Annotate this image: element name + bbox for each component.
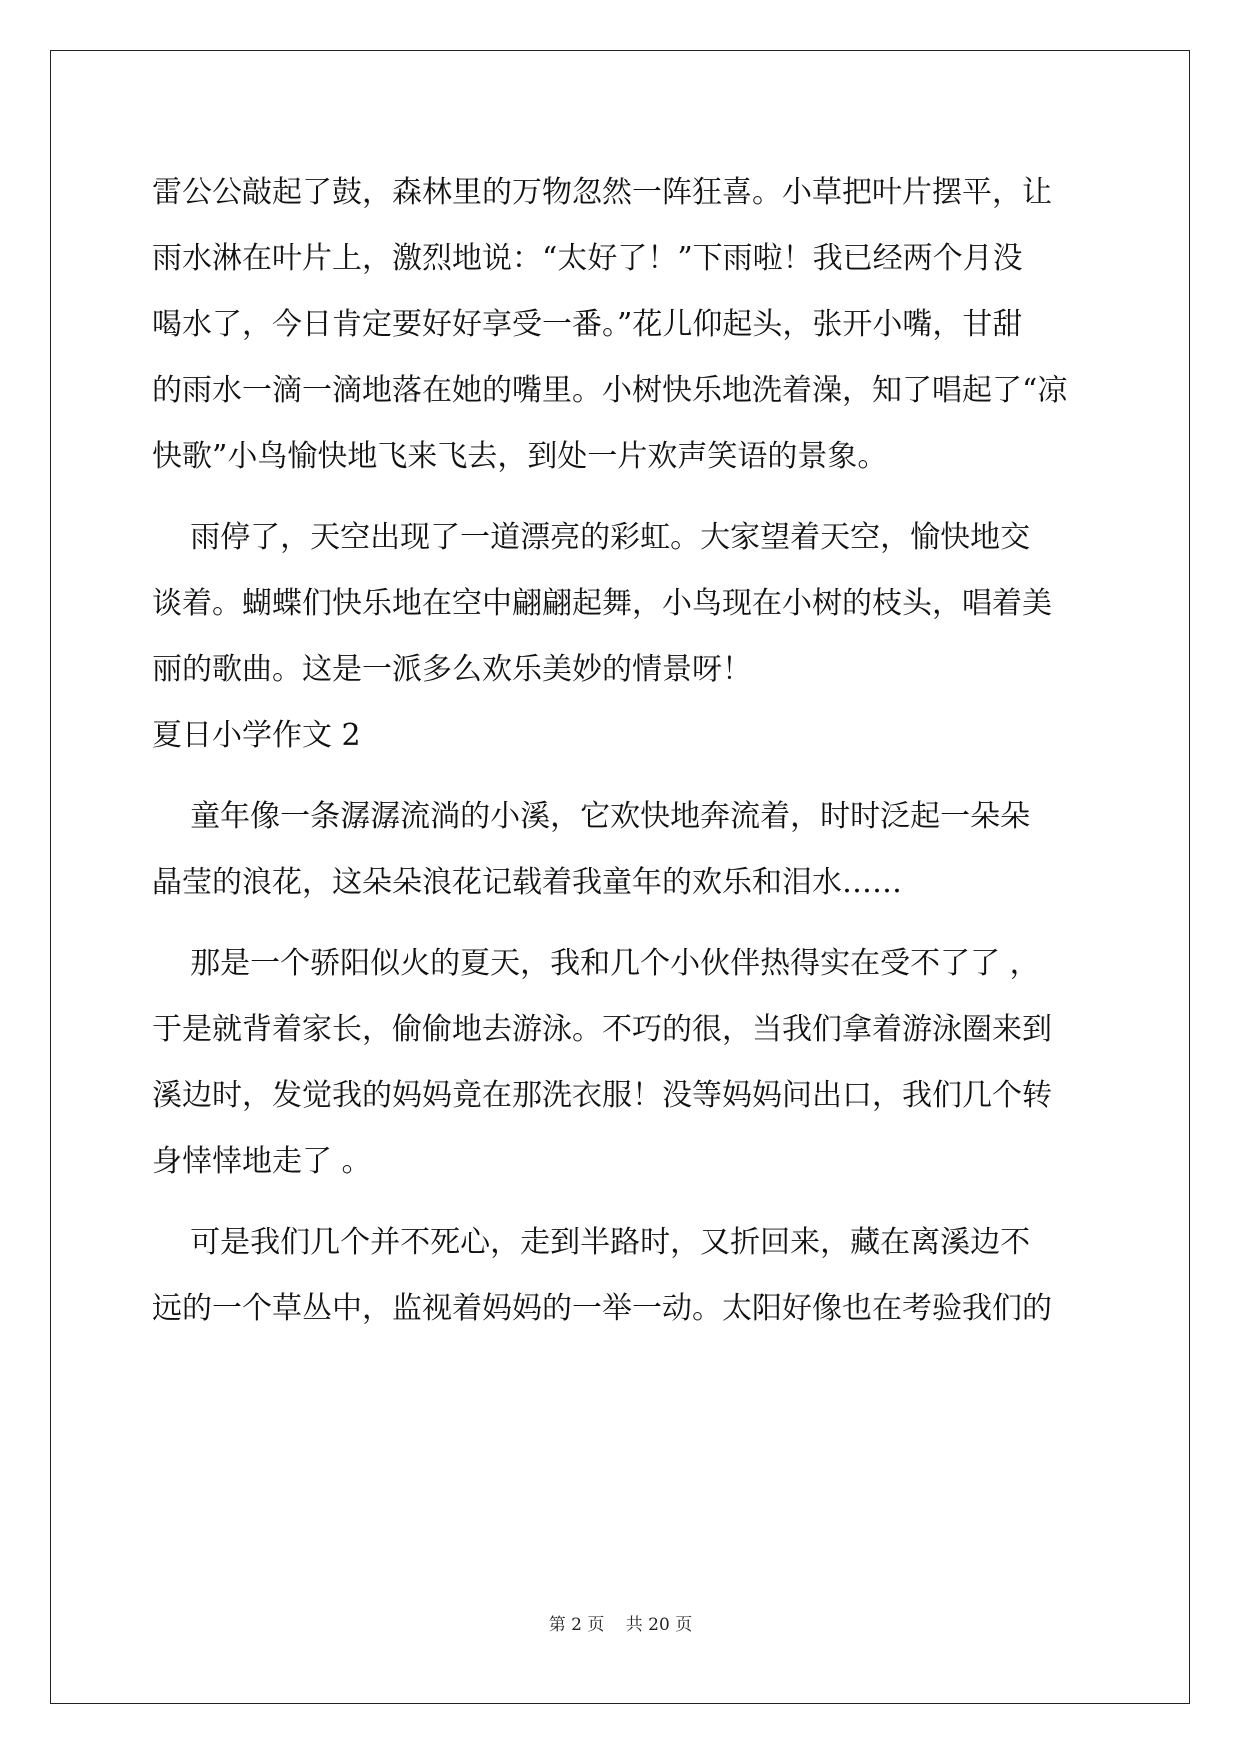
- text-line: 谈着。蝴蝶们快乐地在空中翩翩起舞，小鸟现在小树的枝头，唱着美: [152, 586, 1052, 621]
- paragraph-1: [152, 160, 1092, 490]
- text-line: 雨水淋在叶片上，激烈地说：“太好了！”下雨啦！我已经两个月没: [152, 241, 1023, 276]
- paragraph-3: [152, 784, 1092, 916]
- text-line: 那是一个骄阳似火的夏天，我和几个小伙伴热得实在受不了了 ，: [152, 946, 1040, 981]
- text-line: 雷公公敲起了鼓，森林里的万物忽然一阵狂喜。小草把叶片摆平，让: [152, 175, 1052, 210]
- heading-line: 夏日小学作文 2: [152, 718, 361, 753]
- text-line: 可是我们几个并不死心，走到半路时，又折回来，藏在离溪边不: [152, 1225, 1031, 1260]
- page-footer: [0, 1610, 1241, 1635]
- text-line: 雨停了，天空出现了一道漂亮的彩虹。大家望着天空，愉快地交: [152, 520, 1031, 555]
- page-number: 第 2 页: [548, 1615, 605, 1635]
- document-body: [152, 160, 1092, 1342]
- paragraph-4: [152, 931, 1092, 1195]
- text-line: 的雨水一滴一滴地落在她的嘴里。小树快乐地洗着澡，知了唱起了“凉: [152, 373, 1068, 408]
- paragraph-5: [152, 1210, 1092, 1342]
- text-line: 晶莹的浪花，这朵朵浪花记载着我童年的欢乐和泪水……: [152, 865, 902, 900]
- text-line: 远的一个草丛中，监视着妈妈的一举一动。太阳好像也在考验我们的: [152, 1291, 1052, 1326]
- text-line: 快歌”小鸟愉快地飞来飞去，到处一片欢声笑语的景象。: [152, 439, 888, 474]
- text-line: 于是就背着家长，偷偷地去游泳。不巧的很，当我们拿着游泳圈来到: [152, 1012, 1052, 1047]
- text-line: 溪边时，发觉我的妈妈竟在那洗衣服！没等妈妈问出口，我们几个转: [152, 1078, 1052, 1113]
- text-line: 身悻悻地走了 。: [152, 1144, 372, 1179]
- paragraph-2: [152, 505, 1092, 703]
- page-total: 共 20 页: [625, 1615, 693, 1635]
- text-line: 丽的歌曲。这是一派多么欢乐美妙的情景呀！: [152, 652, 752, 687]
- text-line: 喝水了，今日肯定要好好享受一番。”花儿仰起头，张开小嘴，甘甜: [152, 307, 1023, 342]
- text-line: 童年像一条潺潺流淌的小溪，它欢快地奔流着，时时泛起一朵朵: [152, 799, 1031, 834]
- section-heading: [152, 703, 1092, 769]
